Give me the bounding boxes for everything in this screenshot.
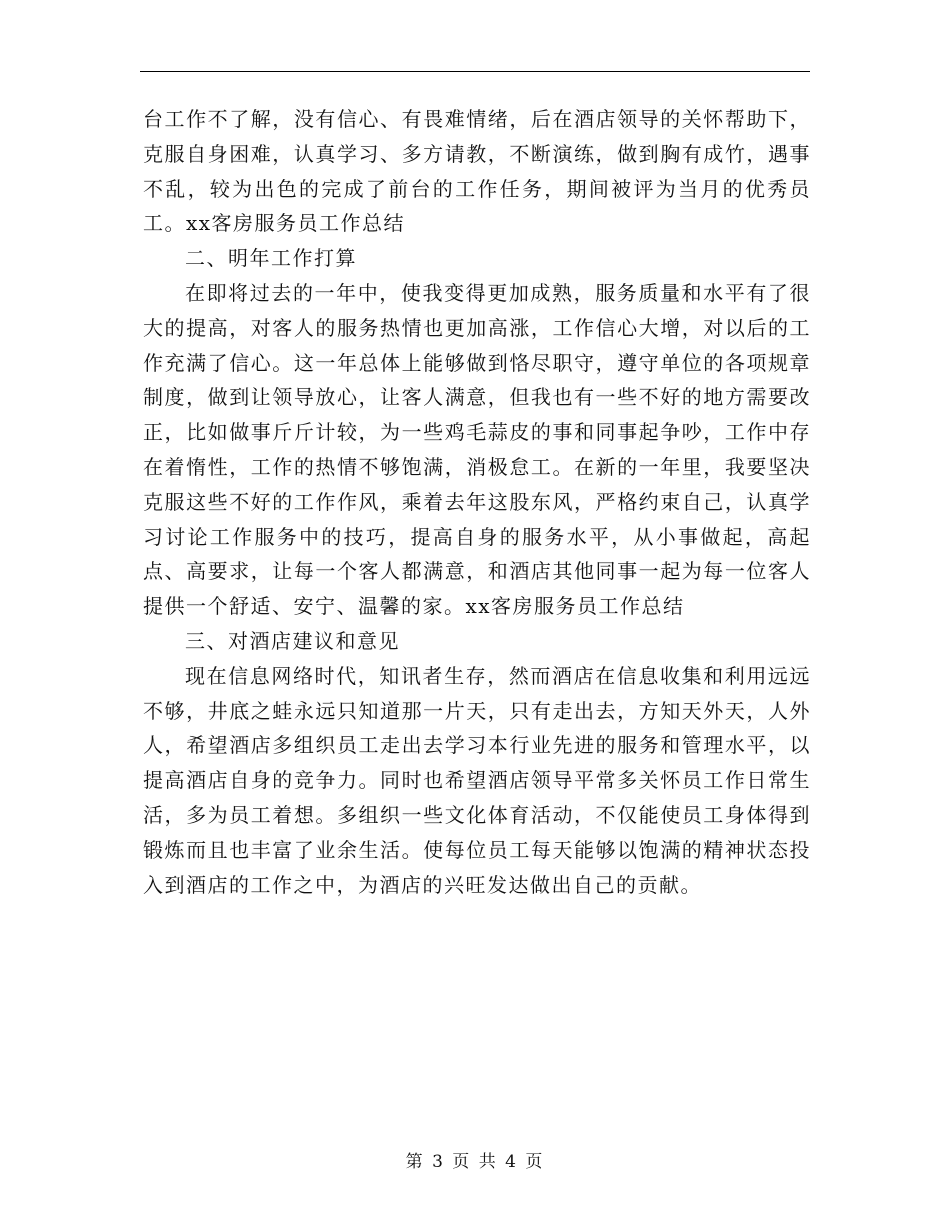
paragraph-suggestions: 现在信息网络时代，知讯者生存，然而酒店在信息收集和利用远远不够，井底之蛙永远只知道那一片天，只有走出去，方知天外天，人外人，希望酒店多组织员工走出去学习本行业先进的服务和管理水平，以提高酒店自身的竞争力。同时也希望酒店领导平常多关怀员工作日常生活，多为员工着想。多组织一些文化体育活动，不仅能使员工身体得到锻炼而且也丰富了业余生活。使每位员工每天能够以饱满的精神状态投入到酒店的工作之中，为酒店的兴旺发达做出自己的贡献。 <box>143 663 811 897</box>
document-body <box>143 102 811 902</box>
section-heading-next-year-plan: 二、明年工作打算 <box>185 246 357 271</box>
section-heading-suggestions: 三、对酒店建议和意见 <box>185 628 400 653</box>
paragraph-continuation: 台工作不了解，没有信心、有畏难情绪，后在酒店领导的关怀帮助下，克服自身困难，认真学习、多方请教，不断演练，做到胸有成竹，遇事不乱，较为出色的完成了前台的工作任务，期间被评为当月的优秀员工。xx客房服务员工作总结 <box>143 107 811 236</box>
page-number-footer: 第 3 页 共 4 页 <box>405 1152 545 1172</box>
paragraph-next-year-plan: 在即将过去的一年中，使我变得更加成熟，服务质量和水平有了很大的提高，对客人的服务热情也更加高涨，工作信心大增，对以后的工作充满了信心。这一年总体上能够做到恪尽职守，遵守单位的各项规章制度，做到让领导放心，让客人满意，但我也有一些不好的地方需要改正，比如做事斤斤计较，为一些鸡毛蒜皮的事和同事起争吵，工作中存在着惰性，工作的热情不够饱满，消极怠工。在新的一年里，我要坚决克服这些不好的工作作风，乘着去年这股东风，严格约束自己，认真学习讨论工作服务中的技巧，提高自身的服务水平，从小事做起，高起点、高要求，让每一个客人都满意，和酒店其他同事一起为每一位客人提供一个舒适、安宁、温馨的家。xx客房服务员工作总结 <box>143 280 811 619</box>
header-rule <box>140 71 810 72</box>
